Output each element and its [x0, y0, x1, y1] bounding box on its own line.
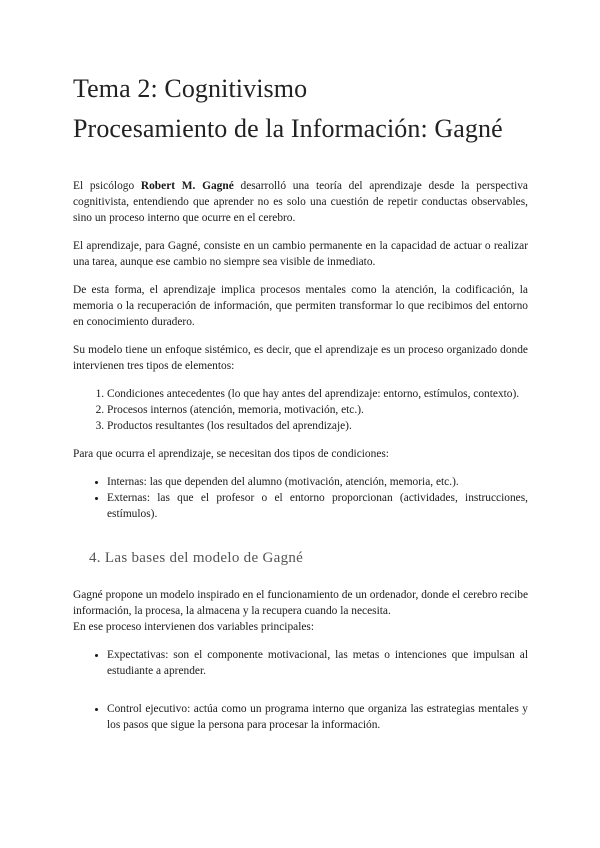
list-item: • Externas: las que el profesor o el entorno proporcionan (actividades, instrucciones, estímulos). [107, 490, 528, 522]
intro-paragraph-2: El aprendizaje, para Gagné, consiste en un cambio permanente en la capacidad de actuar o realizar una tarea, aunque ese cambio no siempre sea visible de inmediato. [73, 240, 528, 268]
list-item: • Expectativas: son el componente motivacional, las metas o intenciones que impulsan al estudiante a aprender. [107, 647, 528, 679]
document-body [73, 178, 528, 745]
list-item: • Control ejecutivo: actúa como un programa interno que organiza las estrategias mentales y los pasos que sigue la persona para procesar la información. [107, 701, 528, 733]
section-paragraph-1: Gagné propone un modelo inspirado en el funcionamiento de un ordenador, donde el cerebro recibe información, la procesa, la almacena y la recupera cuando la necesita. [73, 589, 528, 617]
page-subtitle: Procesamiento de la Información: Gagné [73, 114, 503, 143]
intro-paragraph-1: El psicólogo Robert M. Gagné desarrolló una teoría del aprendizaje desde la perspectiva cognitivista, entendiendo que aprender no es solo una cuestión de repetir conductas observables, sino un proceso interno que ocurre en el cerebro. [73, 180, 528, 224]
section-paragraph-2: En ese proceso intervienen dos variables principales: [73, 621, 315, 633]
list-item: 1. Condiciones antecedentes (lo que hay antes del aprendizaje: entorno, estímulos, contexto). [107, 386, 528, 402]
page-title: Tema 2: Cognitivismo [73, 74, 308, 103]
intro-paragraph-4: Su modelo tiene un enfoque sistémico, es decir, que el aprendizaje es un proceso organizado donde intervienen tres tipos de elementos: [73, 344, 528, 372]
variables-list [73, 647, 528, 733]
elements-list [73, 386, 528, 434]
list-item: • Internas: las que dependen del alumno (motivación, atención, memoria, etc.). [107, 474, 528, 490]
list-item: 2. Procesos internos (atención, memoria, motivación, etc.). [107, 402, 528, 418]
list-item: 3. Productos resultantes (los resultados del aprendizaje). [107, 418, 528, 434]
intro-paragraph-3: De esta forma, el aprendizaje implica procesos mentales como la atención, la codificación, la memoria o la recuperación de información, que permiten transformar lo que recibimos del entorno en conocimiento duradero. [73, 284, 528, 328]
conditions-intro: Para que ocurra el aprendizaje, se necesitan dos tipos de condiciones: [73, 448, 389, 460]
author-name: Robert M. Gagné [140, 180, 234, 192]
conditions-list [73, 474, 528, 522]
section-heading: 4. Las bases del modelo de Gagné [89, 550, 304, 566]
